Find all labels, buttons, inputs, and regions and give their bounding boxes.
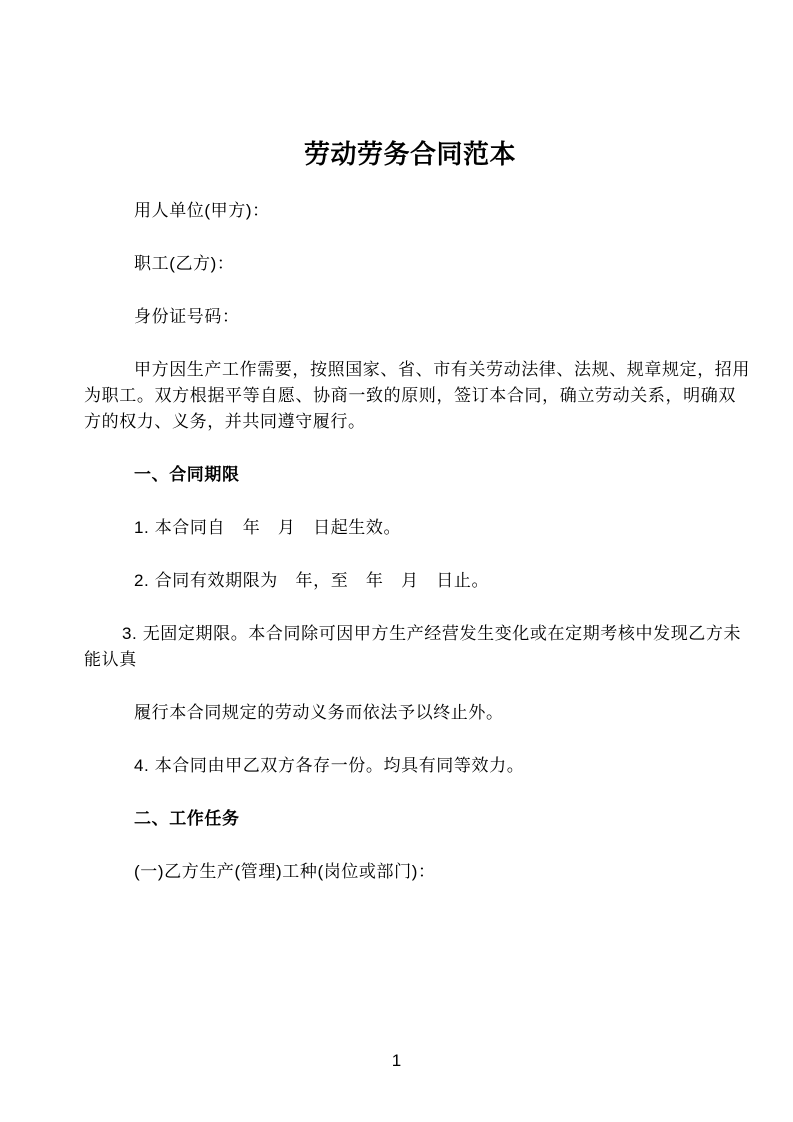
section-heading: 二、工作任务 — [134, 809, 240, 828]
document-content — [0, 137, 793, 885]
document-line: 用人单位(甲方)： — [134, 201, 270, 220]
document-line: 能认真 — [84, 650, 137, 669]
document-line: 职工(乙方)： — [134, 254, 235, 273]
document-line: 4. 本合同由甲乙双方各存一份。均具有同等效力。 — [134, 756, 525, 775]
section-heading: 一、合同期限 — [134, 465, 240, 484]
document-line: 甲方因生产工作需要，按照国家、省、市有关劳动法律、法规、规章规定，招用 — [134, 360, 750, 379]
document-line: 方的权力、义务，并共同遵守履行。 — [84, 412, 366, 431]
document-lines — [84, 198, 750, 885]
document-line: 3. 无固定期限。本合同除可因甲方生产经营发生变化或在定期考核中发现乙方未 — [122, 624, 742, 643]
document-line: 为职工。双方根据平等自愿、协商一致的原则，签订本合同，确立劳动关系，明确双 — [84, 386, 736, 405]
document-line: (一)乙方生产(管理)工种(岗位或部门)： — [134, 862, 436, 881]
document-line: 身份证号码： — [134, 307, 240, 326]
document-line: 2. 合同有效期限为 年，至 年 月 日止。 — [134, 571, 490, 590]
page-number: 1 — [391, 1051, 402, 1070]
document-title: 劳动劳务合同范本 — [303, 139, 516, 169]
document-line: 履行本合同规定的劳动义务而依法予以终止外。 — [134, 703, 504, 722]
document-line: 1. 本合同自 年 月 日起生效。 — [134, 518, 402, 537]
